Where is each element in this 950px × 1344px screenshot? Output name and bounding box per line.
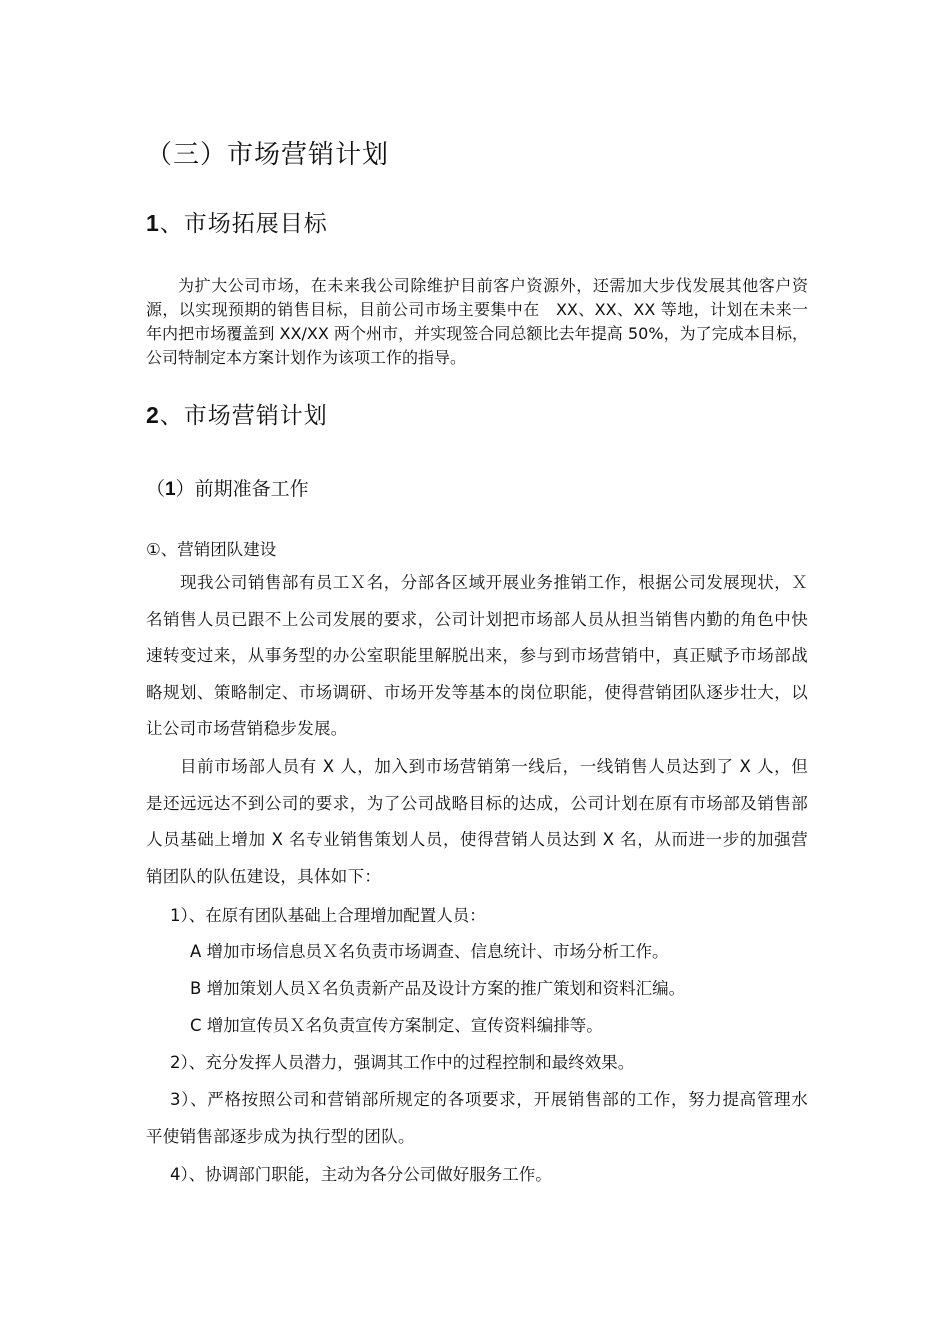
subheading-open-paren: （	[146, 478, 166, 500]
paragraph-goal: 为扩大公司市场，在未来我公司除维护目前客户资源外，还需加大步伐发展其他客户资源，以实现预期的销售目标，目前公司市场主要集中在 XX、XX、XX 等地，计划在未来一年内把市场覆盖到 XX/XX 两个州市，并实现签合同总额比去年提高 50%，为了完成本目标，公司特制定本方案计划作为该项工作的指导。	[146, 276, 808, 367]
heading-text: 、市场拓展目标	[159, 211, 328, 237]
heading-market-expansion-goal	[146, 206, 808, 241]
subheading-number: 1	[165, 479, 176, 500]
list-item-2: 2）、充分发挥人员潜力，强调其工作中的过程控制和最终效果。	[170, 1053, 635, 1072]
heading-marketing-plan	[146, 398, 808, 433]
heading-text: 、市场营销计划	[159, 403, 328, 429]
item-team-building: ①、营销团队建设	[146, 540, 277, 559]
heading-number: 2	[146, 402, 160, 428]
list-item-1c: C 增加宣传员Ｘ名负责宣传方案制定、宣传资料编排等。	[190, 1016, 603, 1035]
list-item-3: 3）、严格按照公司和营销部所规定的各项要求，开展销售部的工作，努力提高管理水平使销售部逐步成为执行型的团队。	[146, 1090, 808, 1146]
subheading-text: ）前期准备工作	[175, 478, 309, 500]
list-item-1a: A 增加市场信息员Ｘ名负责市场调查、信息统计、市场分析工作。	[190, 942, 669, 961]
list-item-1: 1）、在原有团队基础上合理增加配置人员：	[170, 906, 486, 925]
heading-number: 1	[146, 210, 160, 236]
subheading-preparation	[146, 474, 808, 505]
list-item-4: 4）、协调部门职能，主动为各分公司做好服务工作。	[170, 1165, 552, 1184]
paragraph-team-1: 现我公司销售部有员工Ｘ名，分部各区域开展业务推销工作，根据公司发展现状，Ｘ名销售人员已跟不上公司发展的要求，公司计划把市场部人员从担当销售内勤的角色中快速转变过来，从事务型的办公室职能里解脱出来，参与到市场营销中，真正赋予市场部战略规划、策略制定、市场调研、市场开发等基本的岗位职能，使得营销团队逐步壮大，以让公司市场营销稳步发展。	[146, 573, 808, 738]
list-item-1b: B 增加策划人员Ｘ名负责新产品及设计方案的推广策划和资料汇编。	[190, 979, 686, 998]
section-title: （三）市场营销计划	[146, 140, 390, 170]
paragraph-team-2: 目前市场部人员有 X 人，加入到市场营销第一线后，一线销售人员达到了 X 人，但是还远远达不到公司的要求，为了公司战略目标的达成，公司计划在原有市场部及销售部人员基础上增加 X 名专业销售策划人员，使得营销人员达到 X 名，从而进一步的加强营销团队的队伍建设，具体如下：	[146, 757, 808, 886]
